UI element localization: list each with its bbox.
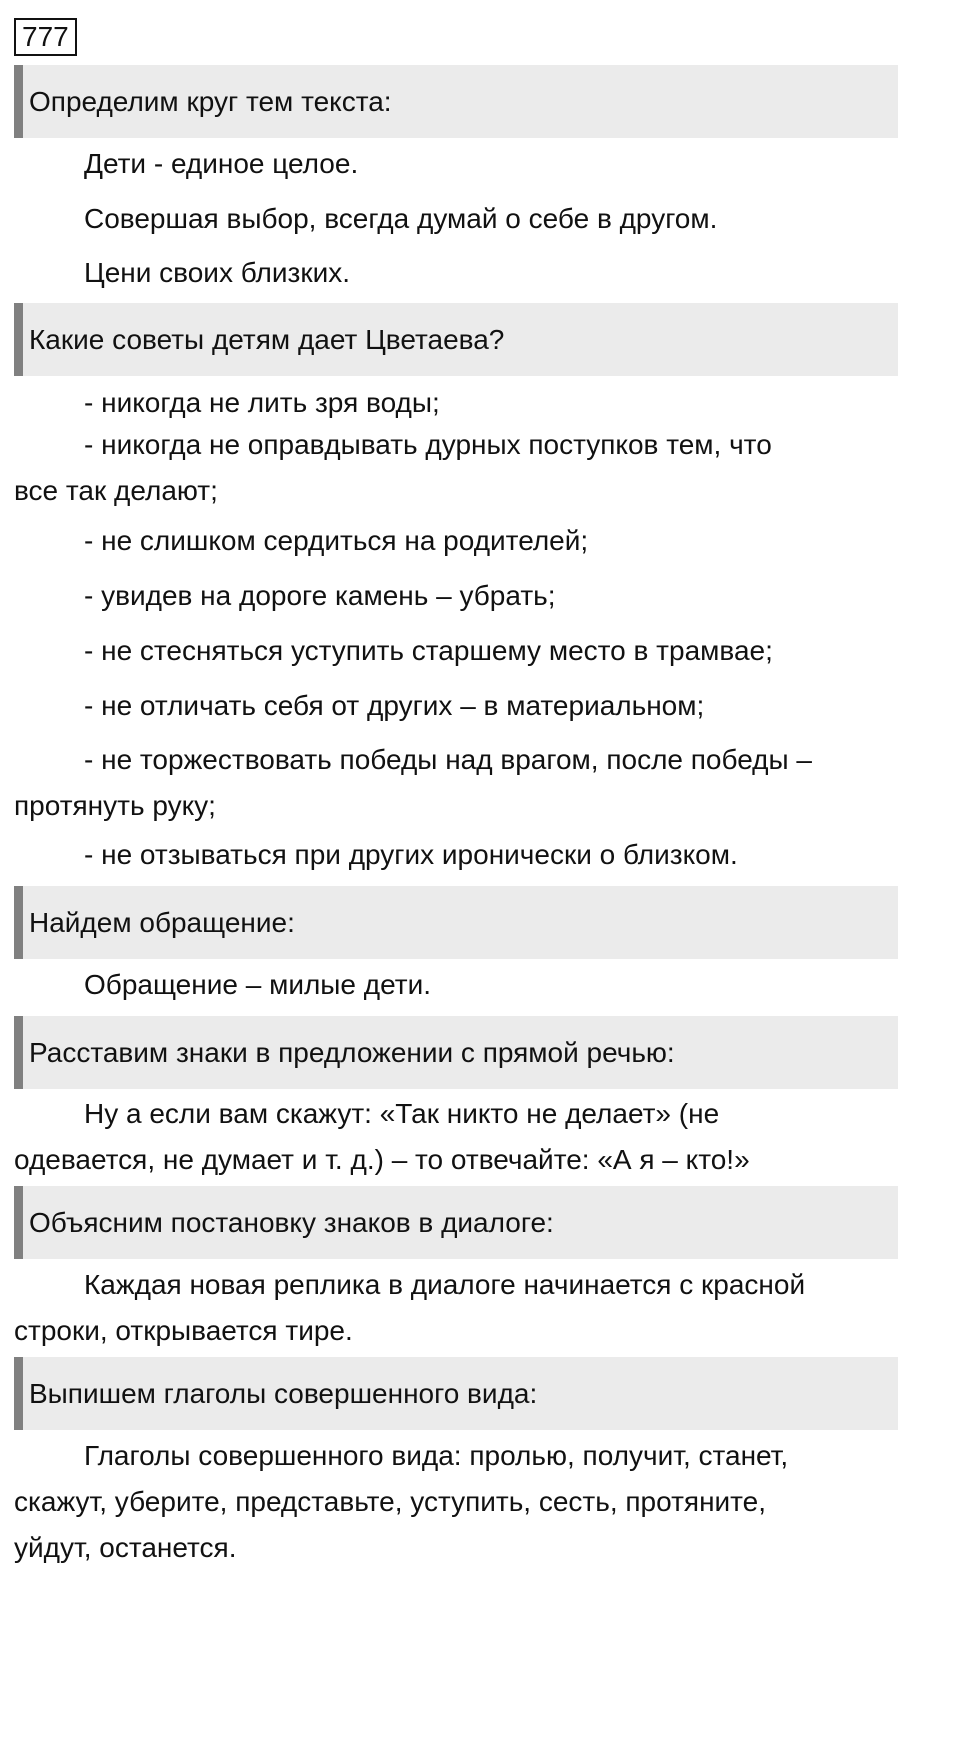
answer-paragraph: - не слишком сердиться на родителей; bbox=[84, 525, 589, 556]
answer-paragraph: Цени своих близких. bbox=[84, 257, 350, 288]
answer-paragraph: - увидев на дороге камень – убрать; bbox=[84, 580, 556, 611]
section-heading-topics: Определим круг тем текста: bbox=[14, 65, 898, 138]
answer-paragraph: - не отличать себя от других – в материальном; bbox=[84, 690, 705, 721]
answer-paragraph: - не торжествовать победы над врагом, после победы – протянуть руку; bbox=[14, 744, 812, 821]
answer-paragraph: - никогда не оправдывать дурных поступков тем, что все так делают; bbox=[14, 429, 772, 506]
task-number: 777 bbox=[14, 18, 77, 56]
answer-paragraph: Обращение – милые дети. bbox=[84, 969, 431, 1000]
answer-paragraph: Дети - единое целое. bbox=[84, 148, 359, 179]
section-heading-direct-speech: Расставим знаки в предложении с прямой речью: bbox=[14, 1016, 898, 1089]
answer-paragraph: Ну а если вам скажут: «Так никто не делает» (не одевается, не думает и т. д.) – то отвечайте: «А я – кто!» bbox=[14, 1098, 750, 1175]
section-heading-address: Найдем обращение: bbox=[14, 886, 898, 959]
answer-paragraph: - никогда не лить зря воды; bbox=[84, 387, 440, 418]
answer-paragraph: Глаголы совершенного вида: пролью, получит, станет, скажут, уберите, представьте, уступить, сесть, протяните, уйдут, останется. bbox=[14, 1440, 789, 1563]
answer-paragraph: - не стесняться уступить старшему место в трамвае; bbox=[84, 635, 773, 666]
answer-paragraph: Каждая новая реплика в диалоге начинается с красной строки, открывается тире. bbox=[14, 1269, 806, 1346]
section-heading-dialogue: Объясним постановку знаков в диалоге: bbox=[14, 1186, 898, 1259]
answer-paragraph: - не отзываться при других иронически о близком. bbox=[84, 839, 738, 870]
section-heading-advice: Какие советы детям дает Цветаева? bbox=[14, 303, 898, 376]
section-heading-perfective-verbs: Выпишем глаголы совершенного вида: bbox=[14, 1357, 898, 1430]
answer-paragraph: Совершая выбор, всегда думай о себе в другом. bbox=[84, 203, 718, 234]
